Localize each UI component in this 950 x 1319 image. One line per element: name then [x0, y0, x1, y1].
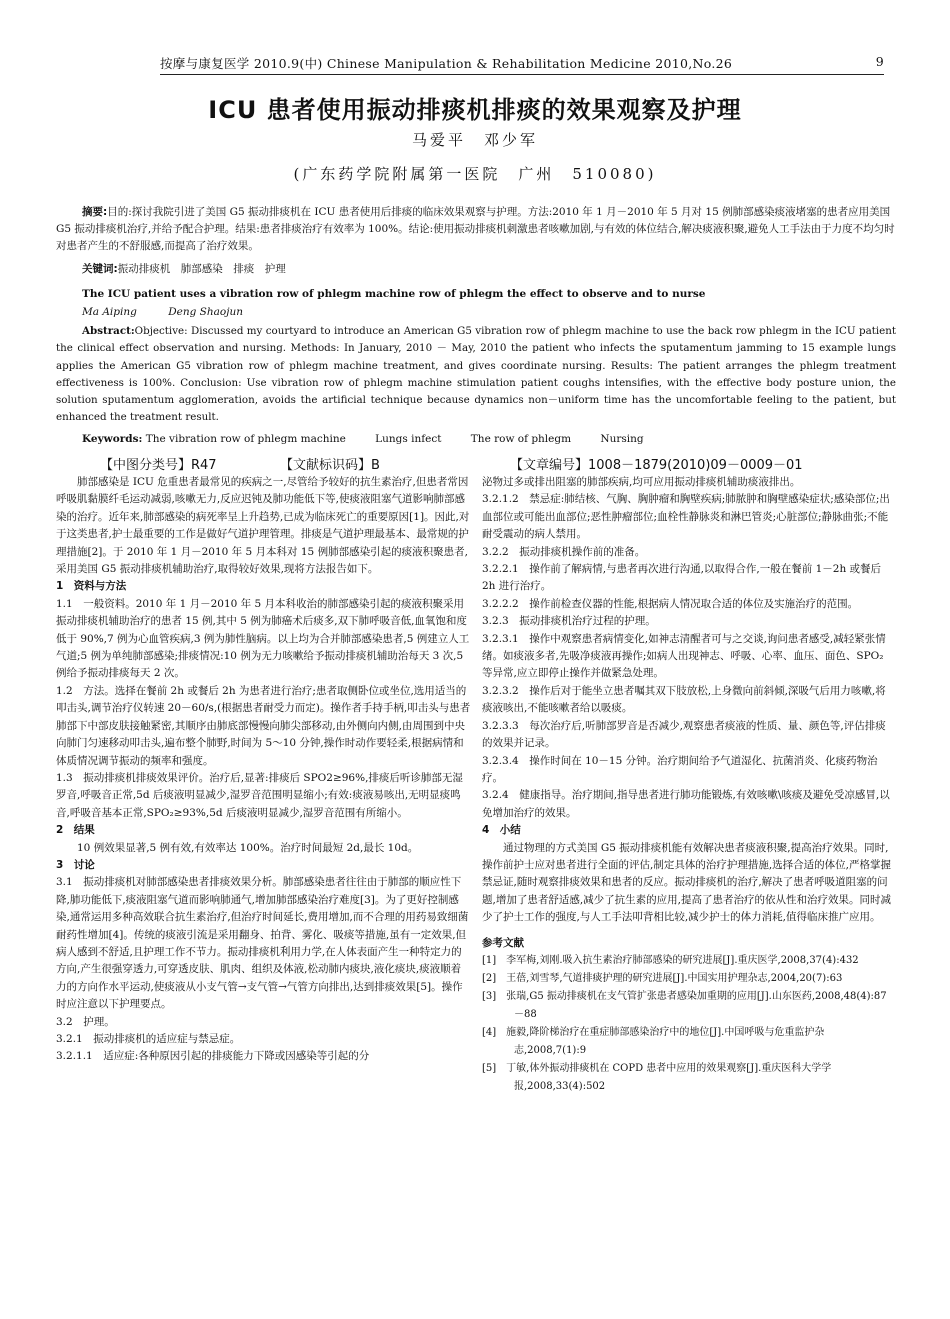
reference-item: [5] 丁敏,体外振动排痰机在 COPD 患者中应用的效果观察[J].重庆医科大学学报,2008,33(4):502: [482, 1062, 832, 1092]
subsection-paragraph: 1.1 一般资料。2010 年 1 月－2010 年 5 月本科收治的肺部感染引起的痰液积聚采用振动排痰机辅助治疗的患者 15 例,其中 5 例为肺癌术后痰多,双下肺呼吸音低,血氧饱和度低于 90%,7 例为心血管疾病,3 例为肺性脑病。以上均为合并肺部感染患者,5 例建立人工气道;5 例为单纯肺部感染;排痰情况:10 例为无力咳嗽给予振动排痰机辅助治每天 3 次,5 例给予振动排痰每天 2 次。: [56, 597, 470, 680]
body-left-column: [56, 474, 471, 1066]
classification-line: [100, 454, 890, 474]
subsection-paragraph: 3.2.2.1 操作前了解病情,与患者再次进行沟通,以取得合作,一般在餐前 1－2h 或餐后 2h 进行治疗。: [482, 563, 882, 593]
subsection-paragraph: 3.2.3.1 操作中观察患者病情变化,如神志清醒者可与之交谈,询问患者感受,减轻紧张情绪。如痰液多者,先吸净痰液再操作;如病人出现神志、呼吸、心率、血压、面色、SPO₂ 等异常,应立即停止操作并做紧急处理。: [482, 632, 886, 680]
subsection-paragraph: 3.2.1 振动排痰机的适应症与禁忌症。: [56, 1033, 241, 1045]
section-heading: 2 结果: [56, 824, 95, 837]
journal-info: 按摩与康复医学 2010.9(中) Chinese Manipulation & Rehabilitation Medicine 2010,No.26: [160, 56, 733, 71]
section-heading: 3 讨论: [56, 858, 95, 871]
keyword-en: Lungs infect: [375, 433, 442, 445]
reference-item: [1] 李军梅,刘刚.吸入抗生素治疗肺部感染的研究进展[J].重庆医学,2008,37(4):432: [482, 954, 859, 966]
subsection-paragraph: 3.2.2.2 操作前检查仪器的性能,根据病人情况取合适的体位及实施治疗的范围。: [482, 597, 859, 610]
section-heading: 1 资料与方法: [56, 580, 127, 593]
clc-number: 【中图分类号】R47: [100, 458, 217, 473]
keyword-en: The vibration row of phlegm machine: [145, 433, 346, 445]
article-number: 【文章编号】1008－1879(2010)09－0009－01: [510, 458, 803, 473]
subsection-paragraph: 3.2.1.1 适应症:各种原因引起的排痰能力下降或因感染等引起的分: [56, 1050, 370, 1063]
authors: 马爱平 邓少军: [411, 131, 538, 149]
subsection-paragraph: 3.2.1.2 禁忌症:肺结核、气胸、胸肿瘤和胸壁疾病;肺脓肿和胸壁感染症状;感染部位;出血部位或可能出血部位;恶性肿瘤部位;血栓性静脉炎和淋巴管炎;心脏部位;静脉曲张;不能耐受震动的病人禁用。: [482, 493, 890, 541]
reference-item: [4] 施毅,降阶梯治疗在重症肺部感染治疗中的地位[J].中国呼吸与危重监护杂志,2008,7(1):9: [482, 1026, 825, 1056]
subsection-paragraph: 3.2.3.2 操作后对于能坐立患者嘱其双下肢放松,上身微向前斜倾,深吸气后用力咳嗽,将痰液咳出,不能咳嗽者给以吸痰。: [482, 684, 886, 715]
subsection-paragraph: 3.2.2 振动排痰机操作前的准备。: [482, 545, 646, 558]
keywords-cn-text: 振动排痰机 肺部感染 排痰 护理: [117, 263, 286, 275]
article-title: ICU 患者使用振动排痰机排痰的效果观察及护理: [208, 96, 742, 124]
running-header: [160, 54, 884, 75]
page-number: 9: [875, 54, 884, 69]
abstract-en: [56, 323, 896, 427]
references-heading: 参考文献: [482, 936, 524, 949]
affiliation: (广东药学院附属第一医院 广州 510080): [293, 165, 657, 183]
subsection-paragraph: 3.2.3.3 每次治疗后,听肺部罗音是否减少,观察患者痰液的性质、量、颜色等,评估排痰的效果并记录。: [482, 719, 886, 750]
keywords-cn: [82, 261, 922, 278]
document-code: 【文献标识码】B: [280, 458, 380, 473]
subsection-paragraph: 1.2 方法。选择在餐前 2h 或餐后 2h 为患者进行治疗;患者取侧卧位或坐位,选用适当的叩击头,调节治疗仪转速 20－60/s,(根据患者耐受力而定)。操作者手持手柄,叩击头与患者肺部下中部皮肤接触紧密,其顺序由肺底部慢慢向肺尖部移动,由外侧向内侧,由周围到中央向肺门匀速移动叩击头,遍布整个肺野,时间为 5～10 分钟,操作时动作要轻柔,根据病情和体质情况调节振动的频率和强度。: [56, 684, 471, 767]
english-author: Ma Aiping: [82, 306, 137, 318]
keywords-en-label: Keywords:: [82, 433, 143, 445]
subsection-paragraph: 3.2 护理。: [56, 1015, 115, 1028]
abstract-cn-label: 摘要:: [82, 206, 108, 218]
english-authors: [82, 306, 271, 318]
keywords-cn-label: 关键词:: [82, 263, 118, 275]
keyword-en: The row of phlegm: [470, 433, 572, 445]
abstract-en-label: Abstract:: [82, 325, 135, 337]
keywords-en: [82, 433, 670, 445]
body-paragraph: 肺部感染是 ICU 危重患者最常见的疾病之一,尽管给予较好的抗生素治疗,但患者常因呼吸肌黏膜纤毛运动减弱,咳嗽无力,反应迟钝及肺功能低下等,使痰液阻塞气道影响肺部感染的治疗。近年来,肺部感染的病死率呈上升趋势,已成为临床死亡的重要原因[1]。因此,对于这类患者,护士最重要的工作是做好气道护理管理。排痰是气道护理最基本、最常规的护理措施[2]。于 2010 年 1 月－2010 年 5 月本科对 15 例肺部感染引起的痰液积聚患者,采用美国 G5 振动排痰机辅助治疗,取得较好效果,现将方法报告如下。: [56, 476, 470, 576]
body-paragraph: 10 例效果显著,5 例有效,有效率达 100%。治疗时间最短 2d,最长 10d。: [77, 841, 419, 854]
reference-item: [3] 张瑞,G5 振动排痰机在支气管扩张患者感染加重期的应用[J].山东医药,2008,48(4):87－88: [482, 990, 887, 1020]
abstract-cn-text: 目的:探讨我院引进了美国 G5 振动排痰机在 ICU 患者使用后排痰的临床效果观察与护理。方法:2010 年 1 月－2010 年 5 月对 15 例肺部感染痰液堵塞的患者应用美国 G5 振动排痰机治疗,并给予配合护理。结果:患者排痰治疗有效率为 100%。结论:使用振动排痰机刺激患者咳嗽加剧,与有效的体位结合,解决痰液积聚,避免人工手法由于力度不均匀时对患者产生的不舒服感,而提高了治疗效果。: [56, 206, 895, 252]
keyword-en: Nursing: [600, 433, 644, 445]
subsection-paragraph: 泌物过多或排出阻塞的肺部疾病,均可应用振动排痰机辅助痰液排出。: [482, 476, 801, 488]
subsection-paragraph: 3.2.3 振动排痰机治疗过程的护理。: [482, 615, 656, 628]
english-title: The ICU patient uses a vibration row of phlegm machine row of phlegm the effect to observe and to nurse: [82, 288, 706, 300]
section-heading: 4 小结: [482, 824, 521, 837]
subsection-paragraph: 3.2.3.4 操作时间在 10－15 分钟。治疗期间给予气道湿化、抗菌消炎、化痰药物治疗。: [482, 754, 878, 784]
abstract-cn: [56, 204, 896, 255]
reference-item: [2] 王蓓,刘雪琴,气道排痰护理的研究进展[J].中国实用护理杂志,2004,20(7):63: [482, 972, 843, 984]
body-paragraph: 通过物理的方式美国 G5 振动排痰机能有效解决患者痰液积聚,提高治疗效果。同时,操作前护士应对患者进行全面的评估,制定具体的治疗护理措施,选择合适的体位,严格掌握禁忌证,随时观察排痰效果和患者的反应。振动排痰机的治疗,解决了患者呼吸道阻塞的问题,增加了患者舒适感,减少了抗生素的应用,提高了患者治疗的依从性和治疗效果。同时减少了护士工作的强度,与人工手法叩背相比较,减少护士的体力消耗,值得临床推广应用。: [482, 841, 892, 924]
subsection-paragraph: 3.2.4 健康指导。治疗期间,指导患者进行肺功能锻炼,有效咳嗽\咳痰及避免受凉感冒,以免增加治疗的效果。: [482, 789, 890, 819]
subsection-paragraph: 1.3 振动排痰机排痰效果评价。治疗后,显著:排痰后 SPO2≥96%,排痰后听诊肺部无湿罗音,呼吸音正常,5d 后痰液明显减少,湿罗音范围明显缩小;有效:痰液易咳出,无明显痰鸣音,呼吸音基本正常,SPO₂≥93%,5d 后痰液明显减少,湿罗音范围有所缩小。: [56, 771, 463, 819]
english-author: Deng Shaojun: [168, 306, 243, 318]
subsection-paragraph: 3.1 振动排痰机对肺部感染患者排痰效果分析。肺部感染患者往往由于肺部的顺应性下降,肺功能低下,痰液阻塞气道而影响肺通气,增加肺部感染治疗难度[3]。为了更好控制感染,通常运用多种高效联合抗生素治疗,但治疗时间延长,费用增加,而不合理的用药易致细菌耐药性增加[4]。传统的痰液引流是采用翻身、拍背、雾化、吸痰等措施,虽有一定效果,但病人感到不舒适,且护理工作不节力。振动排痰机利用力学,在人体表面产生一种特定力的方向,产生很强穿透力,可穿透皮肤、肌肉、组织及体液,松动肺内痰块,液化痰块,痰液顺着力的方向作水平运动,使痰液从小支气管→支气管→气管方向排出,达到排痰效果[5]。操作时应注意以下护理要点。: [56, 876, 469, 1011]
body-right-column: [482, 474, 895, 1096]
abstract-en-text: Objective: Discussed my courtyard to introduce an American G5 vibration row of phlegm machine to use the back row phlegm in the ICU patient the clinical effect observation and nursing. Methods: In January, 2010 － May, 2010 the patient who infects the sputamentum jamming to 15 example lungs applies the American G5 vibration row of phlegm machine treatment, and gives coordinate nursing. Results: The patient arranges the phlegm treatment effectiveness is 100%. Conclusion: Use vibration row of phlegm machine stimulation patient coughs intensifies, with the effective body posture union, the solution sputamentum agglomeration, avoids the artificial technique because dynamics non－uniform time has the uncomfortable feeling to the patient, but enhanced the treatment result.: [56, 325, 896, 424]
